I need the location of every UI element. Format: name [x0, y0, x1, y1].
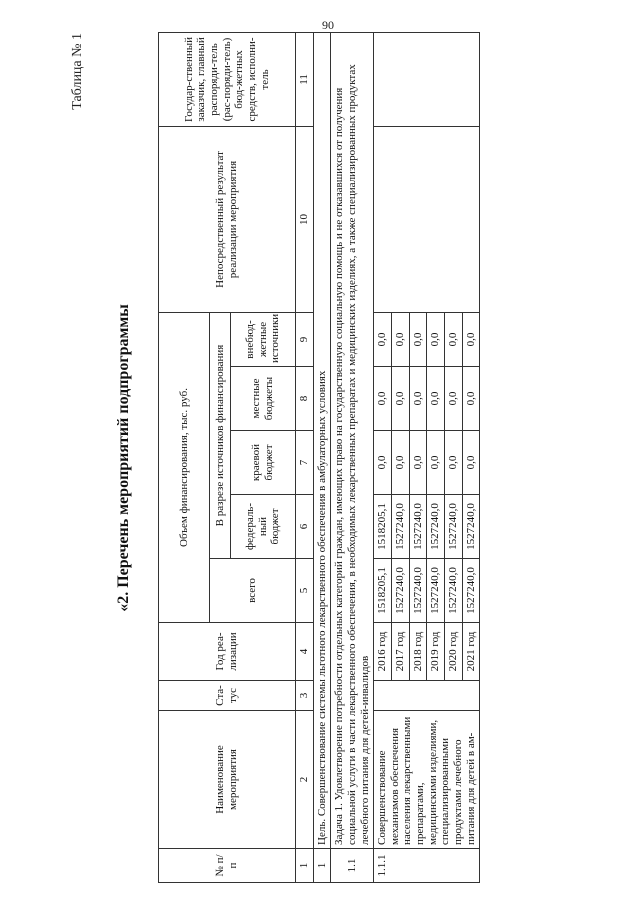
row-extra: 0,0	[444, 312, 462, 366]
page-number: 90	[322, 18, 334, 32]
row-regional: 0,0	[462, 431, 480, 495]
row-regional: 0,0	[374, 431, 392, 495]
header-result: Непосредственный результат реализации мероприятия	[159, 126, 296, 312]
row-federal: 1527240,0	[409, 495, 427, 559]
row-year: 2018 год	[409, 623, 427, 681]
goal-number: 1	[313, 849, 331, 883]
column-number: 11	[296, 32, 314, 126]
header-extra: внебюд-жетные источники	[231, 312, 296, 366]
goal-text: Цель. Совершенствование системы льготного лекарственного обеспечения в амбулаторных условиях	[313, 32, 331, 848]
measure-name: Совершенствование механизмов обеспечения населения лекарственными препаратами, медицинскими изделиями, специализированными продуктами лечебного питания для детей в ам-	[374, 711, 480, 849]
row-local: 0,0	[374, 367, 392, 431]
header-year: Год реа-лизации	[159, 623, 296, 681]
measure-customer	[374, 32, 480, 126]
task-row	[331, 32, 374, 882]
column-number: 3	[296, 681, 314, 711]
measure-number: 1.1.1	[374, 849, 480, 883]
header-status: Ста-тус	[159, 681, 296, 711]
measure-result	[374, 126, 480, 312]
rotated-sheet	[70, 33, 570, 883]
header-customer: Государ-ственный заказчик, главный распоряди-тель (рас-поряди-тель) бюд-жетных средств, исполни-тель	[159, 32, 296, 126]
row-local: 0,0	[462, 367, 480, 431]
column-number: 9	[296, 312, 314, 366]
header-funding: Объем финансирования, тыс. руб.	[159, 312, 210, 622]
row-total: 1527240,0	[409, 559, 427, 623]
row-total: 1527240,0	[427, 559, 445, 623]
row-total: 1527240,0	[444, 559, 462, 623]
row-federal: 1527240,0	[444, 495, 462, 559]
row-year: 2016 год	[374, 623, 392, 681]
row-total: 1527240,0	[391, 559, 409, 623]
row-regional: 0,0	[409, 431, 427, 495]
row-local: 0,0	[391, 367, 409, 431]
header-federal: федераль-ный бюджет	[231, 495, 296, 559]
column-numbers-row	[296, 32, 314, 882]
column-number: 10	[296, 126, 314, 312]
row-regional: 0,0	[427, 431, 445, 495]
row-federal: 1527240,0	[427, 495, 445, 559]
row-regional: 0,0	[444, 431, 462, 495]
column-number: 8	[296, 367, 314, 431]
row-year: 2021 год	[462, 623, 480, 681]
row-total: 1518205,1	[374, 559, 392, 623]
row-extra: 0,0	[462, 312, 480, 366]
header-total: всего	[210, 559, 296, 623]
row-federal: 1518205,1	[374, 495, 392, 559]
header-regional: краевой бюджет	[231, 431, 296, 495]
row-extra: 0,0	[409, 312, 427, 366]
row-extra: 0,0	[374, 312, 392, 366]
row-year: 2019 год	[427, 623, 445, 681]
column-number: 2	[296, 711, 314, 849]
document-title: «2. Перечень мероприятий подпрограммы	[115, 304, 132, 612]
column-number: 4	[296, 623, 314, 681]
table-row	[374, 32, 392, 882]
row-regional: 0,0	[391, 431, 409, 495]
measure-status	[374, 681, 480, 711]
column-number: 1	[296, 849, 314, 883]
row-local: 0,0	[427, 367, 445, 431]
header-sources: В разрезе источников финансирования	[210, 312, 231, 558]
row-federal: 1527240,0	[462, 495, 480, 559]
column-number: 5	[296, 559, 314, 623]
header-local: местные бюджеты	[231, 367, 296, 431]
row-federal: 1527240,0	[391, 495, 409, 559]
header-name: Наименование мероприятия	[159, 711, 296, 849]
row-extra: 0,0	[391, 312, 409, 366]
goal-row	[313, 32, 331, 882]
task-text: Задача 1. Удовлетворение потребности отдельных категорий граждан, имеющих право на государственную социальную помощь и не отказавшихся от получения социальной услуги в части лекарственного обеспечения, в необходимых лекарственных препаратах и медицинских изделиях, а также специализированных продуктах лечебного питания для детей-инвалидов	[331, 32, 374, 848]
header-num: № п/п	[159, 849, 296, 883]
task-number: 1.1	[331, 849, 374, 883]
row-year: 2017 год	[391, 623, 409, 681]
table-label: Таблица № 1	[70, 33, 85, 110]
row-extra: 0,0	[427, 312, 445, 366]
column-number: 6	[296, 495, 314, 559]
column-number: 7	[296, 431, 314, 495]
row-total: 1527240,0	[462, 559, 480, 623]
row-local: 0,0	[409, 367, 427, 431]
row-local: 0,0	[444, 367, 462, 431]
row-year: 2020 год	[444, 623, 462, 681]
measures-table	[158, 32, 480, 883]
